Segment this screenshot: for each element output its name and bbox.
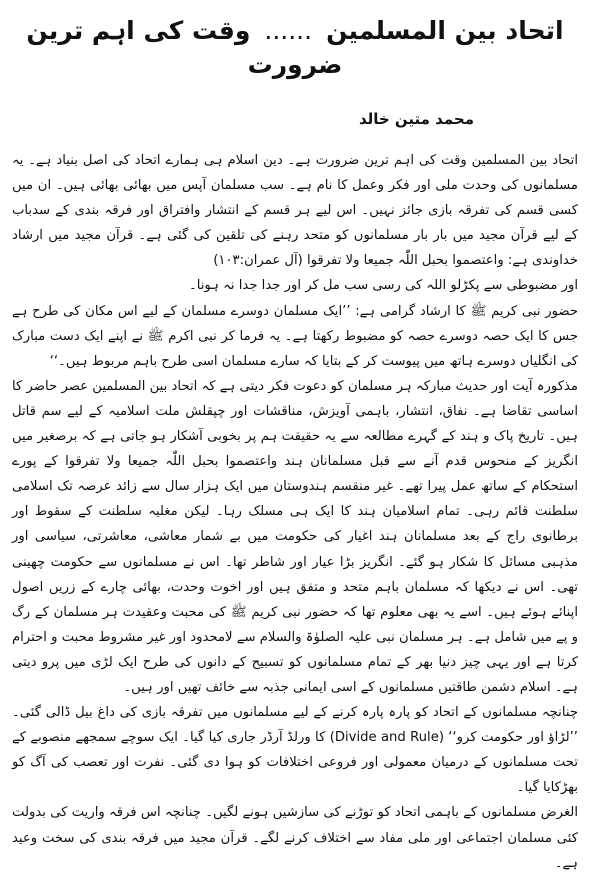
paragraph-hadith: حضور نبی کریم ﷺ کا ارشاد گرامی ہے: ’’ایک مسلمان دوسرے مسلمان کے لیے اس مکان کی طرح ہے جس کا ایک حصہ دوسرے حصہ کو مضبوط رکھتا ہے۔ یہ فرما کر نبی اکرم ﷺ نے اپنے ایک دست مبارک کی انگلیاں دوسرے ہاتھ میں پیوست کر کے بتایا کہ سارے مسلمان اسی طرح باہم مربوط ہیں۔‘‘ [12,303,578,369]
paragraph-history: مذکورہ آیت اور حدیث مبارکہ ہر مسلمان کو دعوت فکر دیتی ہے کہ اتحاد بین المسلمین عصر حاضر کا اساسی تقاضا ہے۔ نفاق، انتشار، باہمی آویزش، مناقشات اور چپقلش ملت اسلامیہ کے لیے سم قاتل ہیں۔ تاریخ پاک و ہند کے گہرے مطالعہ سے یہ حقیقت ہم پر بخوبی آشکار ہو جاتی ہے کہ برصغیر میں انگریز کے منحوس قدم آنے سے قبل مسلمانان ہند واعتصموا بحبل اللّٰہ جمیعا ولا تفرقوا کے پورے استحکام کے ساتھ عمل پیرا تھے۔ غیر منقسم ہندوستان میں ایک ہزار سال سے زائد عرصہ تک اسلامی سلطنت قائم رہی۔ تمام اسلامیان ہند کا ایک ہی مسلک رہا۔ لیکن مغلیہ سلطنت کے سقوط اور برطانوی راج کے بعد مسلمانان ہند اغیار کی حکومت میں بے شمار معاشی، معاشرتی، سیاسی اور مذہبی مسائل کا شکار ہو گئے۔ انگریز بڑا عیار اور شاطر تھا۔ اس نے مسلمانوں سے حکومت چھینی تھی۔ اس نے دیکھا کہ مسلمان باہم متحد و متفق ہیں اور اخوت وحدت، بھائی چارے کے زریں اصول اپنائے ہوئے ہیں۔ اسے یہ بھی معلوم تھا کہ حضور نبی کریم ﷺ کی محبت وعقیدت ہر مسلمان کے رگ و پے میں شامل ہے۔ ہر مسلمان نبی علیہ الصلوٰۃ والسلام سے لامحدود اور غیر مشروط محبت و احترام کرتا ہے اور یہی چیز دنیا بھر کے تمام مسلمانوں کو تسبیح کے دانوں کی طرح ایک لڑی میں پرو دیتی ہے۔ اسلام دشمن طاقتیں مسلمانوں کے اسی ایمانی جذبہ سے خائف تھیں اور ہیں۔ [12,378,578,695]
paragraph-conclusion: الغرض مسلمانوں کے باہمی اتحاد کو توڑنے کی سازشیں ہونے لگیں۔ چنانچہ اس فرقہ واریت کی بدولت کئی مسلمان اجتماعی اور ملی مفاد سے اختلاف کرنے لگے۔ قرآن مجید میں فرقہ بندی کی سخت وعید ہے۔ [12,805,578,871]
paragraph-verse-translation: اور مضبوطی سے پکڑلو اللہ کی رسی سب مل کر اور جدا جدا نہ ہونا۔ [189,278,578,294]
title-sub: وقت کی اہم ترین ضرورت [26,16,343,79]
article-title [12,14,578,82]
author-name: محمد متین خالد [358,110,474,128]
title-main: اتحاد بین المسلمین [326,16,564,45]
title-separator: ...... [264,16,313,45]
paragraph-divide-and-rule: چنانچہ مسلمانوں کے اتحاد کو پارہ پارہ کرنے کے لیے مسلمانوں میں تفرقہ بازی کی داغ بیل ڈالی گئی۔ ’’لڑاؤ اور حکومت کرو‘‘ (Divide and Rule) کا ورلڈ آرڈر جاری کیا گیا۔ ایک سوچے سمجھے منصوبے کے تحت مسلمانوں کے درمیان معمولی اور فروعی اختلافات کو ہوا دی گئی۔ نفرت اور تعصب کی آگ کو بھڑکایا گیا۔ [12,705,578,796]
article-body [12,148,578,876]
paragraph-intro: اتحاد بین المسلمین وقت کی اہم ترین ضرورت ہے۔ دین اسلام ہی ہمارے اتحاد کی اصل بنیاد ہے۔ یہ مسلمانوں کی وحدت ملی اور فکر وعمل کا نام ہے۔ سب مسلمان آپس میں بھائی بھائی ہیں۔ ان میں کسی قسم کی تفرقہ بازی جائز نہیں۔ اس لیے ہر قسم کے انتشار وافتراق اور فرقہ بندی کے سدباب کے لیے قرآن مجید میں بار بار مسلمانوں کو متحد رہنے کی تلقین کی گئی ہے۔ قرآن مجید میں ارشاد خداوندی ہے: واعتصموا بحبل اللّٰہ جمیعا ولا تفرقوا (آل عمران:۱۰۳) [12,153,578,269]
